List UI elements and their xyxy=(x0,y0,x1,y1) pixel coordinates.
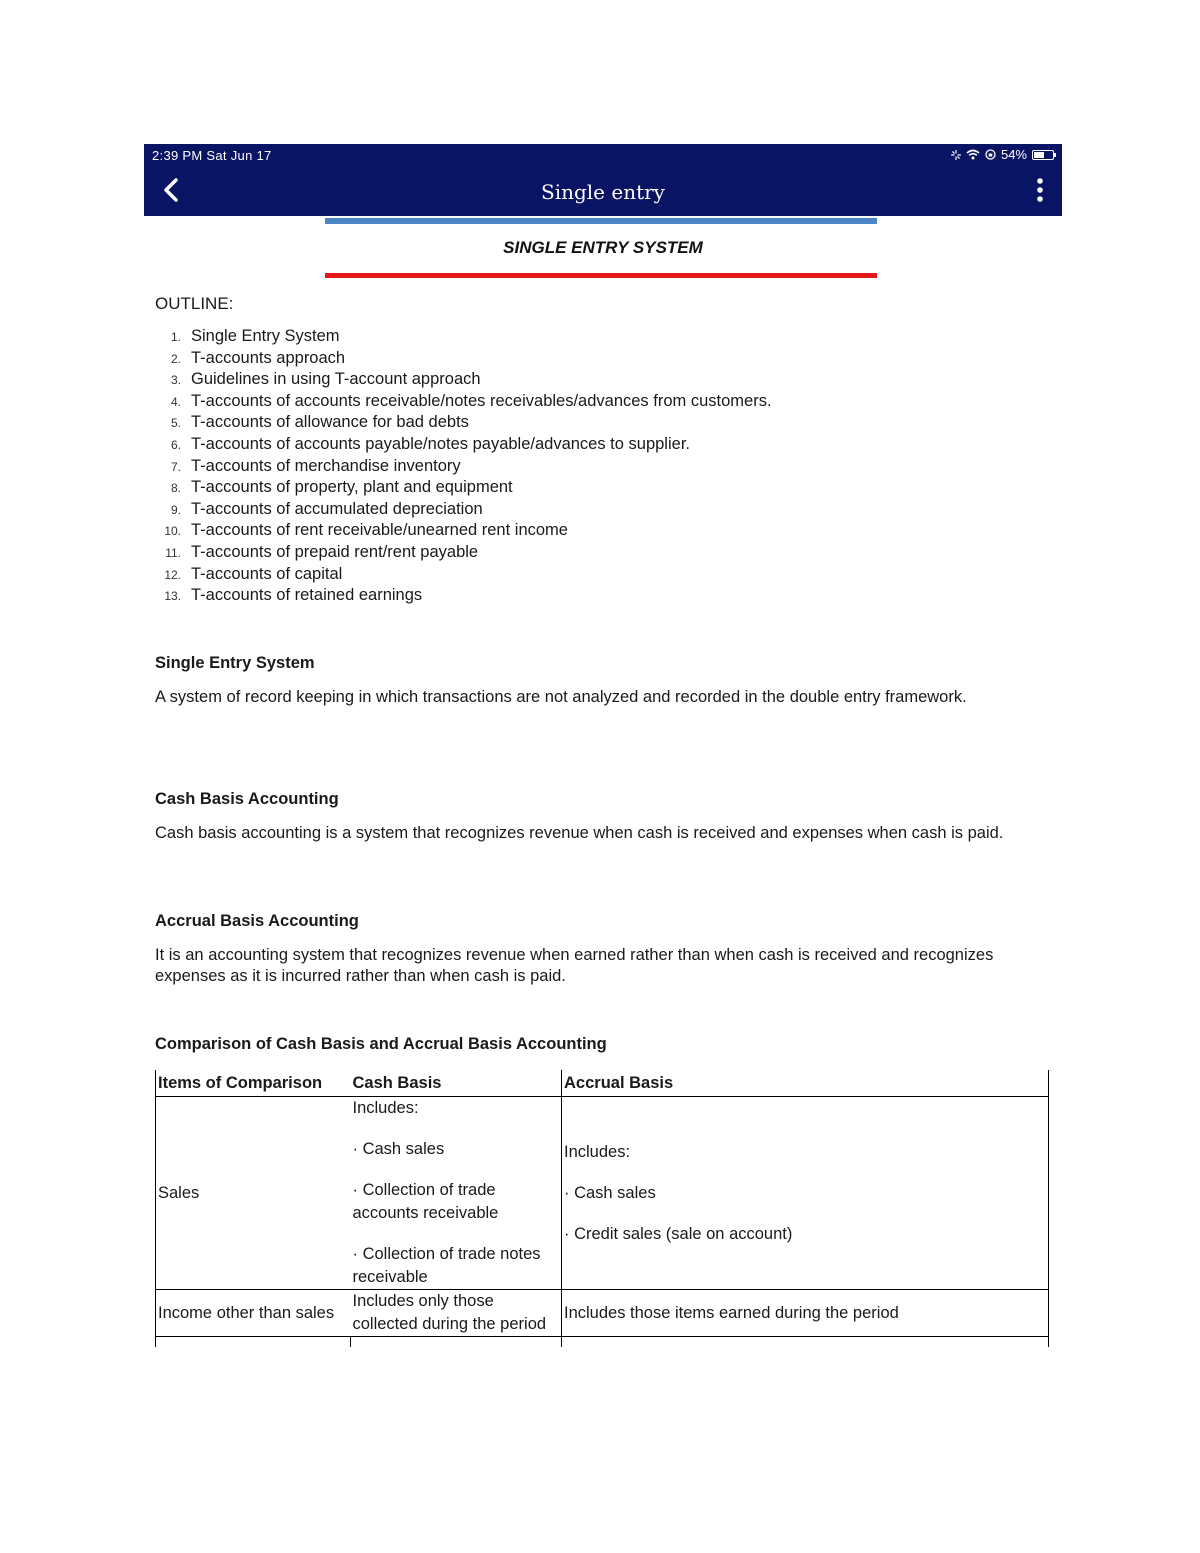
outline-item-label: T-accounts of accumulated depreciation xyxy=(191,499,483,518)
outline-item xyxy=(155,477,772,499)
outline-item xyxy=(155,434,772,456)
more-options-button[interactable] xyxy=(1030,176,1050,206)
outline-item-number: 1. xyxy=(170,330,181,344)
outline-item-label: T-accounts approach xyxy=(191,348,346,367)
outline-item-number: 10. xyxy=(164,524,181,539)
section-heading-cash-basis: Cash Basis Accounting xyxy=(155,790,339,808)
outline-item-number: 7. xyxy=(170,459,181,474)
section-heading-comparison: Comparison of Cash Basis and Accrual Basis Accounting xyxy=(155,1035,607,1053)
outline-item-number: 6. xyxy=(170,437,181,452)
cell-text: · Cash sales xyxy=(564,1183,656,1202)
outline-item xyxy=(155,326,772,348)
outline-item-number: 5. xyxy=(170,416,181,431)
battery-icon xyxy=(1032,150,1054,160)
more-vertical-icon xyxy=(1030,176,1050,206)
outline-item-label: T-accounts of merchandise inventory xyxy=(191,456,461,475)
cell-text: · Collection of trade notes receivable xyxy=(352,1245,541,1286)
table-header-item: Items of Comparison xyxy=(156,1070,351,1097)
outline-item-label: T-accounts of retained earnings xyxy=(191,586,423,605)
outline-item-label: T-accounts of accounts receivable/notes receivables/advances from customers. xyxy=(191,391,772,410)
comparison-table xyxy=(155,1070,1049,1347)
outline-label: OUTLINE: xyxy=(155,294,234,313)
section-heading-accrual-basis: Accrual Basis Accounting xyxy=(155,912,359,930)
outline-item-label: Single Entry System xyxy=(191,327,340,345)
app-bar xyxy=(144,166,1062,216)
table-cell-cash xyxy=(351,1097,562,1290)
outline-item xyxy=(155,520,772,542)
battery-fill xyxy=(1034,152,1044,158)
table-cell-cash: Includes only those collected during the period xyxy=(351,1290,562,1337)
outline-item-number: 2. xyxy=(170,351,181,366)
status-time: 2:39 PM Sat Jun 17 xyxy=(152,148,272,163)
battery-percent: 54% xyxy=(1000,147,1027,162)
outline-list xyxy=(155,326,772,607)
outline-item-number: 13. xyxy=(164,589,181,604)
section-text-accrual-basis: It is an accounting system that recognizes revenue when earned rather than when cash is received and recognizes expenses as it is incurred rather than when cash is paid. xyxy=(155,946,994,985)
outline-item xyxy=(155,564,772,586)
outline-item xyxy=(155,412,772,434)
app-screen xyxy=(144,144,1062,1368)
cell-text: Includes: xyxy=(352,1099,419,1117)
outline-item xyxy=(155,499,772,521)
outline-item-label: T-accounts of capital xyxy=(191,564,343,583)
title-rule-top xyxy=(325,218,877,224)
outline-item-label: T-accounts of accounts payable/notes payable/advances to supplier. xyxy=(191,434,690,453)
orientation-lock-icon xyxy=(985,149,996,160)
cell-text: · Credit sales (sale on account) xyxy=(564,1224,793,1243)
outline-item xyxy=(155,369,772,391)
cell-text: · Collection of trade accounts receivable xyxy=(352,1181,499,1222)
table-row xyxy=(156,1097,1049,1290)
cell-text: Includes: xyxy=(564,1142,631,1161)
table-cell-item: Income other than sales xyxy=(156,1290,351,1337)
outline-item-number: 9. xyxy=(170,502,181,517)
app-title: Single entry xyxy=(541,180,665,204)
section-text-single-entry: A system of record keeping in which transactions are not analyzed and recorded in the double entry framework. xyxy=(155,688,967,706)
status-bar xyxy=(144,144,1062,166)
outline-item-label: T-accounts of allowance for bad debts xyxy=(191,413,469,432)
outline-item xyxy=(155,348,772,370)
outline-item-label: T-accounts of property, plant and equipment xyxy=(191,478,513,497)
table-header-accrual: Accrual Basis xyxy=(562,1070,1049,1097)
outline-item xyxy=(155,456,772,478)
outline-item-number: 11. xyxy=(165,545,181,560)
table-cell-accrual xyxy=(562,1097,1049,1290)
wifi-icon xyxy=(966,149,980,160)
outline-item-label: Guidelines in using T-account approach xyxy=(191,370,481,389)
outline-item-number: 4. xyxy=(170,394,181,409)
outline-item-label: T-accounts of rent receivable/unearned rent income xyxy=(191,521,568,540)
table-cell-accrual: Includes those items earned during the period xyxy=(562,1290,1049,1337)
table-header-row xyxy=(156,1070,1049,1097)
title-rule-bottom xyxy=(325,273,877,278)
outline-item-number: 12. xyxy=(164,567,181,582)
section-heading-single-entry: Single Entry System xyxy=(155,654,315,672)
loading-icon xyxy=(951,150,961,160)
outline-item-label: T-accounts of prepaid rent/rent payable xyxy=(191,542,479,561)
status-indicators xyxy=(951,147,1054,162)
document-title: SINGLE ENTRY SYSTEM xyxy=(503,238,703,257)
table-row-cut-off xyxy=(156,1337,1049,1348)
table-row xyxy=(156,1290,1049,1337)
section-text-cash-basis: Cash basis accounting is a system that recognizes revenue when cash is received and expenses when cash is paid. xyxy=(155,824,1004,842)
outline-item xyxy=(155,391,772,413)
table-header-cash: Cash Basis xyxy=(351,1070,562,1097)
outline-item-number: 8. xyxy=(170,481,181,496)
outline-item xyxy=(155,542,772,564)
cell-text: · Cash sales xyxy=(352,1140,445,1158)
outline-item xyxy=(155,585,772,607)
table-cell-item: Sales xyxy=(156,1097,351,1290)
outline-item-number: 3. xyxy=(170,373,181,388)
